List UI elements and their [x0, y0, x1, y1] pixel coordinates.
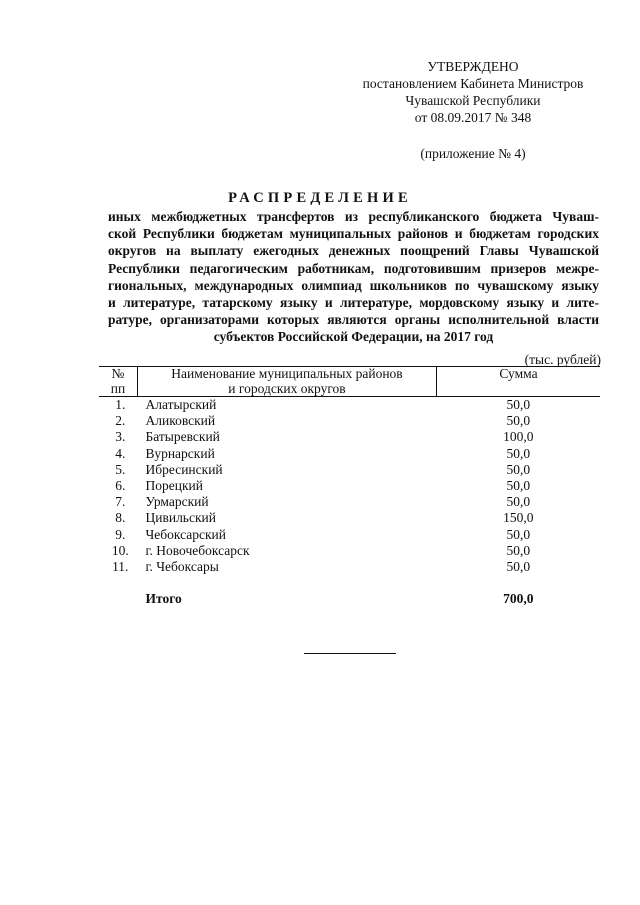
- row-number: 8.: [115, 510, 126, 526]
- row-name: г. Чебоксары: [145, 559, 219, 575]
- approval-block: [340, 58, 606, 162]
- header-number-line-2: пп: [110, 380, 126, 396]
- row-sum: 50,0: [506, 478, 531, 494]
- row-name: Порецкий: [145, 478, 203, 494]
- distribution-table: [99, 366, 600, 607]
- header-name-line-2: и городских округов: [228, 380, 346, 396]
- subtitle-line: ратуре, организаторами которых являются органы исполнительной власти: [108, 312, 599, 328]
- subtitle-line: ской Республики бюджетам муниципальных районов и бюджетам городских: [108, 226, 599, 242]
- row-sum: 50,0: [506, 542, 531, 558]
- table-row: [99, 543, 600, 559]
- row-number: 11.: [112, 559, 129, 575]
- subtitle-line: Республики педагогическим работникам, подготовившим призеров межре-: [108, 260, 599, 276]
- row-number: 3.: [115, 429, 126, 445]
- header-number: [99, 367, 138, 397]
- table-row: [99, 559, 600, 575]
- row-number: 2.: [115, 413, 126, 429]
- table-row: [99, 527, 600, 543]
- header-number-line-1: №: [111, 366, 125, 381]
- row-sum: 50,0: [506, 461, 531, 477]
- row-number: 7.: [115, 494, 126, 510]
- approval-line-2: Чувашской Республики: [405, 93, 541, 108]
- table-row: [99, 478, 600, 494]
- row-sum: 150,0: [503, 510, 534, 526]
- row-name: Ибресинский: [145, 461, 223, 477]
- subtitle-line: округов на выплату ежегодных денежных поощрений Главы Чувашской: [108, 243, 599, 259]
- approval-line-1: постановлением Кабинета Министров: [362, 76, 584, 91]
- approval-stamp: УТВЕРЖДЕНО: [427, 59, 519, 74]
- row-sum: 50,0: [506, 559, 531, 575]
- total-label: Итого: [145, 591, 182, 607]
- table-spacer-row: [99, 575, 600, 591]
- header-sum: Сумма: [437, 367, 601, 397]
- row-sum: 50,0: [506, 526, 531, 542]
- subtitle-line: субъектов Российской Федерации, на 2017 год: [213, 329, 494, 345]
- total-number-cell: [99, 591, 138, 607]
- row-sum: 50,0: [506, 397, 531, 412]
- approval-line-3: от 08.09.2017 № 348: [414, 110, 532, 125]
- row-name: Цивильский: [145, 510, 216, 526]
- closing-divider: [304, 653, 396, 654]
- table-row: [99, 446, 600, 462]
- table-row: [99, 494, 600, 510]
- row-name: Урмарский: [145, 494, 209, 510]
- subtitle-line: гиональных, международных олимпиад школьников по чувашскому языку: [108, 277, 599, 293]
- table-row: [99, 462, 600, 478]
- annex-label: (приложение № 4): [420, 146, 526, 161]
- document-subtitle: [108, 208, 599, 346]
- total-sum: 700,0: [503, 591, 534, 607]
- row-number: 1.: [115, 397, 126, 412]
- table-row: [99, 429, 600, 445]
- row-sum: 100,0: [503, 429, 534, 445]
- table-header-row: [99, 367, 600, 397]
- table-row: [99, 397, 600, 414]
- header-name: [138, 367, 437, 397]
- row-name: Аликовский: [145, 413, 216, 429]
- table-total-row: [99, 591, 600, 607]
- row-name: Чебоксарский: [145, 526, 227, 542]
- subtitle-line: иных межбюджетных трансфертов из республиканского бюджета Чуваш-: [108, 209, 599, 224]
- row-number: 5.: [115, 461, 126, 477]
- row-sum: 50,0: [506, 445, 531, 461]
- row-name: Батыревский: [145, 429, 220, 445]
- document-title: РАСПРЕДЕЛЕНИЕ: [228, 190, 412, 206]
- table-row: [99, 510, 600, 526]
- row-number: 9.: [115, 526, 126, 542]
- row-sum: 50,0: [506, 413, 531, 429]
- row-number: 6.: [115, 478, 126, 494]
- row-number: 4.: [115, 445, 126, 461]
- row-name: Алатырский: [145, 397, 217, 412]
- header-name-line-1: Наименование муниципальных районов: [171, 366, 403, 381]
- subtitle-line: и литературе, татарскому языку и литературе, мордовскому языку и лите-: [108, 294, 599, 310]
- units-label: (тыс. рублей): [524, 352, 601, 367]
- row-name: Вурнарский: [145, 445, 215, 461]
- row-number: 10.: [111, 542, 129, 558]
- row-name: г. Новочебоксарск: [145, 542, 250, 558]
- row-sum: 50,0: [506, 494, 531, 510]
- table-row: [99, 413, 600, 429]
